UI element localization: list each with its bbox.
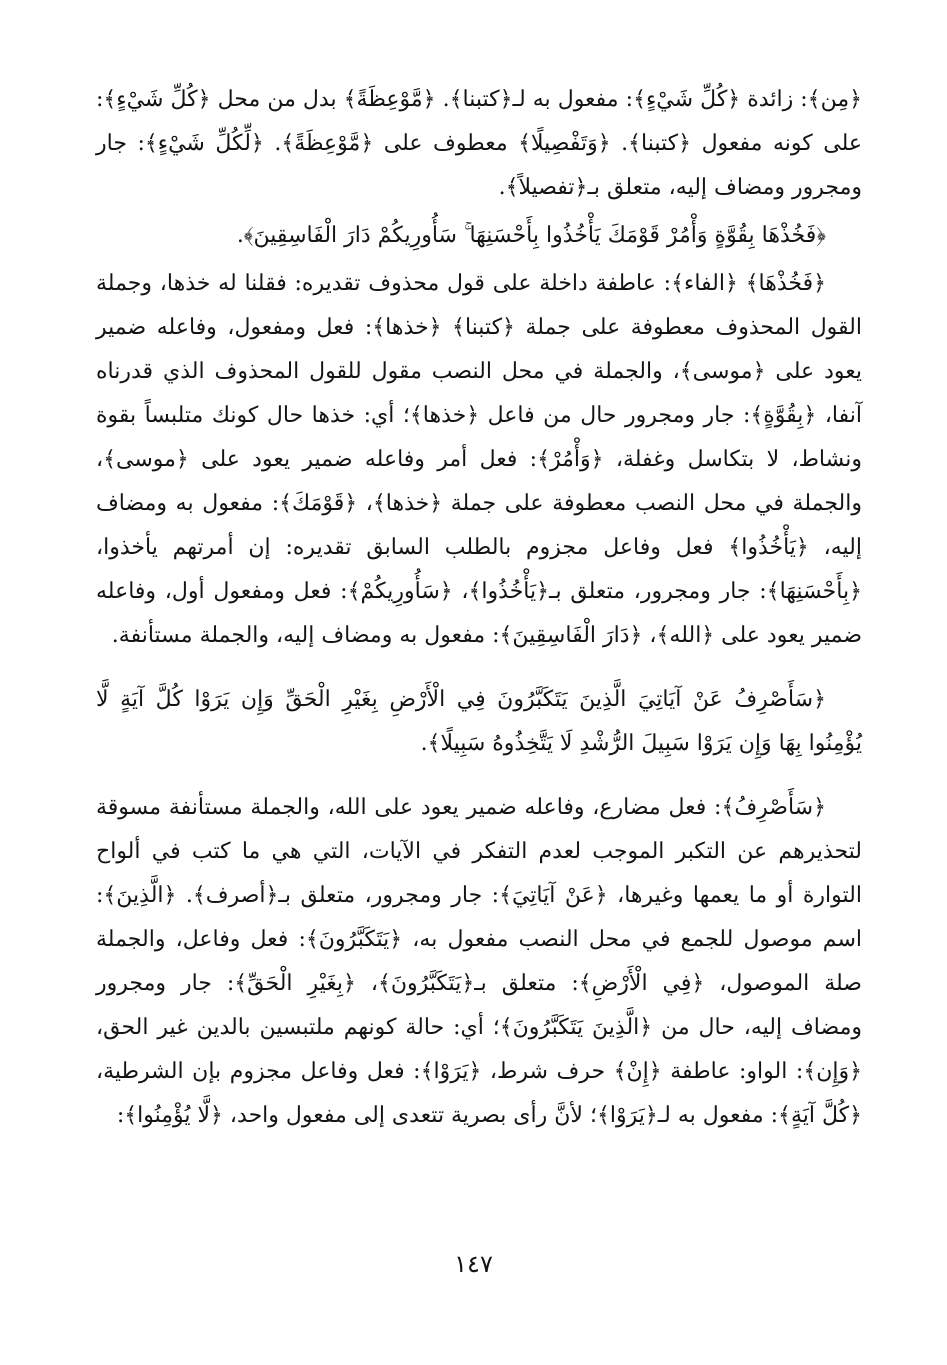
quran-verse-2: ﴿سَأَصْرِفُ عَنْ آيَاتِيَ الَّذِينَ يَتَكَبَّرُونَ فِي الْأَرْضِ بِغَيْرِ الْحَقِّ وَإِن يَرَوْا كُلَّ آيَةٍ لَّا يُؤْمِنُوا بِهَا وَإِن يَرَوْا سَبِيلَ الرُّشْدِ لَا يَتَّخِذُوهُ سَبِيلًا﴾.	[96, 687, 862, 756]
analysis-paragraph-2: ﴿فَخُذْهَا﴾ ﴿الفاء﴾: عاطفة داخلة على قول محذوف تقديره: فقلنا له خذها، وجملة القول المحذوف معطوفة على جملة ﴿كتبنا﴾ ﴿خذها﴾: فعل ومفعول، وفاعله ضمير يعود على ﴿موسى﴾، والجملة في محل النصب مقول للقول المحذوف الذي قدرناه آنفا، ﴿بِقُوَّةٍ﴾: جار ومجرور حال من فاعل ﴿خذها﴾؛ أي: خذها حال كونك متلبساً بقوة ونشاط، لا بتكاسل وغفلة، ﴿وَأْمُرْ﴾: فعل أمر وفاعله ضمير يعود على ﴿موسى﴾، والجملة في محل النصب معطوفة على جملة ﴿خذها﴾، ﴿قَوْمَكَ﴾: مفعول به ومضاف إليه، ﴿يَأْخُذُوا﴾ فعل وفاعل مجزوم بالطلب السابق تقديره: إن أمرتهم يأخذوا، ﴿بِأَحْسَنِهَا﴾: جار ومجرور، متعلق بـ﴿يَأْخُذُوا﴾، ﴿سَأُورِيكُمْ﴾: فعل ومفعول أول، وفاعله ضمير يعود على ﴿الله﴾، ﴿دَارَ الْفَاسِقِينَ﴾: مفعول به ومضاف إليه، والجملة مستأنفة.	[96, 271, 862, 648]
page-number: ١٤٧	[454, 1250, 493, 1278]
analysis-paragraph-3: ﴿سَأَصْرِفُ﴾: فعل مضارع، وفاعله ضمير يعود على الله، والجملة مستأنفة مسوقة لتحذيرهم عن التكبر الموجب لعدم التفكر في الآيات، التي هي ما كتب في ألواح التوارة أو ما يعمها وغيرها، ﴿عَنْ آيَاتِيَ﴾: جار ومجرور، متعلق بـ﴿أصرف﴾. ﴿الَّذِينَ﴾: اسم موصول للجمع في محل النصب مفعول به، ﴿يَتَكَبَّرُونَ﴾: فعل وفاعل، والجملة صلة الموصول، ﴿فِي الْأَرْضِ﴾: متعلق بـ﴿يَتَكَبَّرُونَ﴾، ﴿بِغَيْرِ الْحَقِّ﴾: جار ومجرور ومضاف إليه، حال من ﴿الَّذِينَ يَتَكَبَّرُونَ﴾؛ أي: حالة كونهم ملتبسين بالدين غير الحق، ﴿وَإِن﴾: الواو: عاطفة ﴿إِنْ﴾ حرف شرط، ﴿يَرَوْا﴾: فعل وفاعل مجزوم بإن الشرطية، ﴿كُلَّ آيَةٍ﴾: مفعول به لـ﴿يَرَوْا﴾؛ لأنَّ رأى بصرية تتعدى إلى مفعول واحد، ﴿لَّا يُؤْمِنُوا﴾:	[96, 795, 862, 1128]
analysis-paragraph-1: ﴿مِن﴾: زائدة ﴿كُلِّ شَيْءٍ﴾: مفعول به لـ﴿كتبنا﴾. ﴿مَّوْعِظَةً﴾ بدل من محل ﴿كُلِّ شَيْءٍ﴾: على كونه مفعول ﴿كتبنا﴾. ﴿وَتَفْصِيلًا﴾ معطوف على ﴿مَّوْعِظَةً﴾. ﴿لِّكُلِّ شَيْءٍ﴾: جار ومجرور ومضاف إليه، متعلق بـ﴿تفصيلاً﴾.	[96, 87, 862, 200]
spacer	[96, 766, 862, 786]
quran-verse-1: ﴿فَخُذْهَا بِقُوَّةٍ وَأْمُرْ قَوْمَكَ يَأْخُذُوا بِأَحْسَنِهَا ۚ سَأُورِيكُمْ دَارَ الْفَاسِقِينَ﴾.	[236, 223, 826, 248]
spacer	[96, 658, 862, 678]
page-body	[96, 78, 862, 1138]
